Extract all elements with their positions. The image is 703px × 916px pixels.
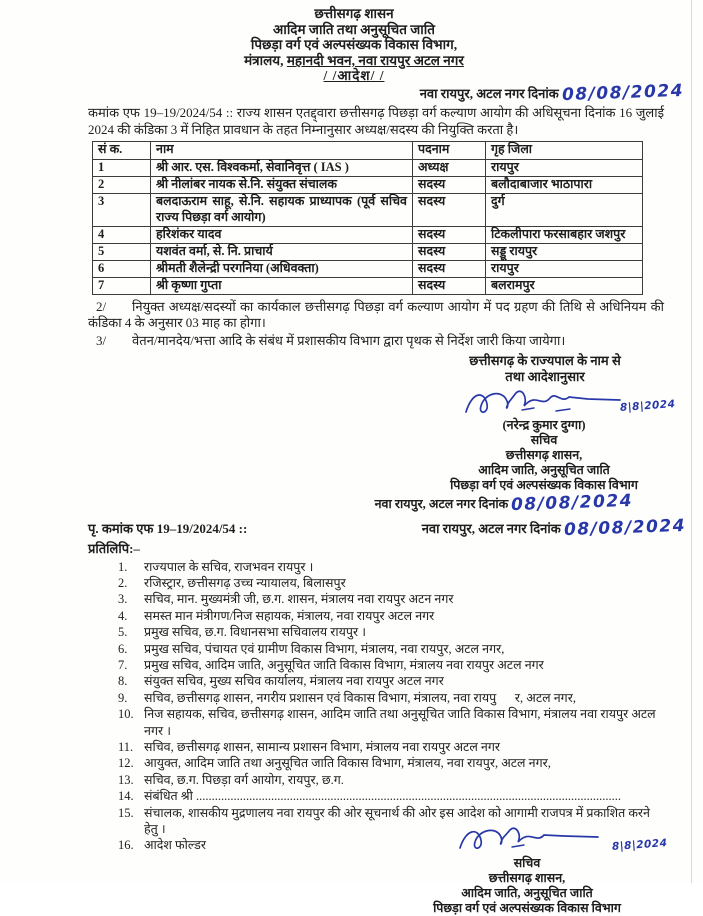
table-cell: 5 [93,243,151,260]
table-cell: सदस्य [413,260,486,277]
table-cell: 7 [93,277,151,294]
signatory-title: सचिव [530,432,558,447]
table-cell: श्री नीलांबर नायक से.नि. संयुक्त संचालक [151,177,413,194]
list-item-number: 13. [118,772,134,787]
list-item-number: 9. [118,690,128,705]
by-order-block [420,353,670,386]
handwritten-date: 08/08/2024 [561,80,685,106]
table-cell: सदस्य [413,243,486,260]
place-date-label: नवा रायपुर, अटल नगर दिनांक [419,85,559,101]
clause-number: 3/ [96,332,107,348]
column-header-name: नाम [151,142,413,160]
signature-block-2 [372,824,682,916]
table-row [93,243,643,260]
list-item-text: राज्यपाल के सचिव, राजभवन रायपुर । [144,559,314,574]
list-item-text: निज सहायक, सचिव, छत्तीसगढ़ शासन, आदिम जाति तथा अनुसूचित जाति विकास विभाग, मंत्रालय नवा रायपुर अटल नगर । [144,707,656,738]
list-item-text: प्रमुख सचिव, पंचायत एवं ग्रामीण विकास विभाग, मंत्रालय, नवा रायपुर, अटल नगर, [144,641,505,656]
handwritten-date: 08/08/2024 [563,515,687,540]
list-item [118,739,664,755]
list-item-text: प्रमुख सचिव, आदिम जाति, अनुसूचित जाति विकास विभाग, मंत्रालय नवा रायपुर अटल नगर [144,657,544,672]
table-cell: सदस्य [413,177,486,194]
table-cell: सदस्य [413,226,486,243]
table-cell: श्रीमती शैलेन्द्री परगनिया (अधिवक्ता) [151,260,413,277]
clause-number: 2/ [96,298,107,314]
signatory-title: सचिव [513,855,541,870]
document-content [88,6,687,916]
list-item-number: 7. [118,657,128,672]
signatory-dept-2: आदिम जाति, अनुसूचित जाति [461,885,593,900]
list-item-text: सचिव, छत्तीसगढ़ शासन, नगरीय प्रशासन एवं विकास विभाग, मंत्रालय, नवा रायपु र, अटल नगर, [144,690,576,705]
signature-area [372,824,682,856]
signatory-dept-2: आदिम जाति, अनुसूचित जाति [478,462,610,477]
table-cell: हरिशंकर यादव [151,226,413,243]
list-item [118,706,664,739]
govt-name: छत्तीसगढ़ शासन [314,6,394,21]
table-cell: बलदाऊराम साहू, से.नि. सहायक प्राध्यापक (पूर्व सचिव राज्य पिछड़ा वर्ग आयोग) [151,194,413,227]
list-item [118,624,664,640]
list-item-text: संयुक्त सचिव, मुख्य सचिव कार्यालय, मंत्रालय नवा रायपुर अटल नगर [144,674,444,689]
list-item-number: 4. [118,608,128,623]
table-cell: यशवंत वर्मा, से. नि. प्राचार्य [151,243,413,260]
top-place-date [88,80,685,106]
address-underlined: महानदी भवन, नवा रायपुर अटल नगर [286,52,464,68]
table-cell: 1 [93,160,151,177]
clause-text: नियुक्त अध्यक्ष/सदस्यों का कार्यकाल छत्तीसगढ़ पिछड़ा वर्ग कल्याण आयोग में पद ग्रहण की तिथि से अधिनियम की कंडिका 4 के अनुसार 03 माह का होगा। [88,298,664,331]
order-paragraph-1: कमांक एफ 19–19/2024/54 :: राज्य शासन एतद्द्वारा छत्तीसगढ़ पिछड़ा वर्ग कल्याण आयोग की अधिसूचना दिनांक 16 जुलाई 2024 की कंडिका 3 में निहित प्रावधान के तहत निम्नानुसार अध्यक्ष/सदस्य की नियुक्ति करता है। [88,104,664,137]
place-date-label: नवा रायपुर, अटल नगर दिनांक [421,520,561,536]
list-item-number: 8. [118,674,128,689]
table-cell: श्री कृष्णा गुप्ता [151,277,413,294]
signature-area [394,386,694,418]
list-item-text: सचिव, मान. मुख्यमंत्री जी, छ.ग. शासन, मंत्रालय नवा रायपुर अटन नगर [144,592,454,607]
by-order-line-1: छत्तीसगढ़ के राज्यपाल के नाम से [469,352,621,368]
table-row [93,226,643,243]
department-line-1: आदिम जाति तथा अनुसूचित जाति [273,21,435,37]
signatory-dept-3: पिछड़ा वर्ग एवं अल्पसंख्यक विकास विभाग [450,477,638,492]
order-clause-2 [88,299,664,332]
table-row [93,177,643,194]
table-cell: सदस्य [413,194,486,227]
signature-small-date: 8|8|2024 [612,836,669,853]
table-row [93,260,643,277]
table-cell: 2 [93,177,151,194]
list-item [118,788,664,804]
table-cell: अध्यक्ष [413,160,486,177]
list-item [118,755,664,771]
list-item-number: 3. [118,592,128,607]
signatory-dept-1: छत्तीसगढ़ शासन, [505,447,583,462]
list-item-number: 12. [118,756,134,771]
clause-text: वेतन/मानदेय/भत्ता आदि के संबंध में प्रशासकीय विभाग द्वारा पृथक से निर्देश जारी किया जायेगा। [132,332,566,348]
copies-list [118,559,664,854]
list-item [118,641,664,657]
signatory-dept-1: छत्तीसगढ़ शासन, [488,870,566,885]
table-header-row [93,142,643,160]
copies-label: प्रतिलिपि:– [88,540,140,556]
list-item-text: आयुक्त, आदिम जाति तथा अनुसूचित जाति विकास विभाग, मंत्रालय, नवा रायपुर, अटल नगर, [144,756,551,771]
signatory-dept-3: पिछड़ा वर्ग एवं अल्पसंख्यक विकास विभाग [433,900,621,915]
list-item-text: संबंधित श्री ........................................................................................................................................ [144,789,621,804]
table-cell: रायपुर [486,260,643,277]
signatory-name: (नरेन्द्र कुमार दुग्गा) [502,417,586,432]
endorsement-line [88,515,687,540]
list-item-text: प्रमुख सचिव, छ.ग. विधानसभा सचिवालय रायपुर । [144,625,366,640]
order-clause-3 [88,333,664,350]
table-cell: 6 [93,260,151,277]
table-row [93,194,643,227]
list-item-number: 6. [118,641,128,656]
table-cell: सदस्य [413,277,486,294]
list-item-number: 1. [118,559,128,574]
table-cell: रायपुर [486,160,643,177]
letterhead [88,6,620,84]
table-cell: टिकलीपारा फरसाबहार जशपुर [486,226,643,243]
table-cell: 4 [93,226,151,243]
list-item-number: 15. [118,805,134,820]
appointments-table [92,141,643,295]
endorsement-place-date [421,515,687,540]
table-cell: बलरामपुर [486,277,643,294]
list-item-text: संचालक, शासकीय मुद्रणालय नवा रायपुर की ओर सूचनार्थ की ओर इस आदेश को आगामी राजपत्र में प्रकाशित करने हेतु । [144,805,650,837]
address-line [88,53,620,69]
list-item-number: 16. [118,838,134,853]
by-order-line-2: तथा आदेशानुसार [505,369,585,385]
endorsement-ref: पृ. कमांक एफ 19–19/2024/54 :: [88,520,248,536]
list-item-number: 11. [118,740,134,754]
list-item [118,772,664,788]
column-header-serial: सं क. [93,142,151,160]
order-heading: / /आदेश/ / [323,68,385,84]
list-item-number: 10. [118,707,134,722]
list-item-number: 5. [118,625,128,640]
table-row [93,277,643,294]
column-header-home-district: गृह जिला [486,142,643,160]
list-item-text: आदेश फोल्डर [144,838,206,853]
handwritten-date: 08/08/2024 [511,490,634,515]
list-item [118,608,664,624]
list-item [118,690,664,706]
appointments-table-body [93,160,643,295]
list-item [118,559,664,575]
table-row [93,160,643,177]
signature-scribble-icon [452,824,602,854]
list-item-number: 2. [118,575,128,590]
signature-block-1 [374,386,694,515]
signature-scribble-icon [460,386,628,418]
list-item-text: रजिस्ट्रार, छत्तीसगढ़ उच्च न्यायालय, बिलासपुर [144,575,346,590]
signature-place-date [314,490,694,515]
table-cell: श्री आर. एस. विश्वकर्मा, सेवानिवृत्त ( IAS ) [151,160,413,177]
department-line-2: पिछड़ा वर्ग एवं अल्पसंख्यक विकास विभाग, [250,37,458,53]
table-cell: सड्डू रायपुर [486,243,643,260]
list-item [118,591,664,607]
list-item-text: समस्त मान मंत्रीगण/निज सहायक, मंत्रालय, नवा रायपुर अटल नगर [144,608,435,623]
address-prefix: मंत्रालय, [244,52,287,68]
signature-small-date: 8|8|2024 [620,397,677,414]
list-item-number: 14. [118,789,134,804]
list-item [118,657,664,673]
place-date-label: नवा रायपुर, अटल नगर दिनांक [374,496,509,511]
list-item-text: सचिव, छत्तीसगढ़ शासन, सामान्य प्रशासन विभाग, मंत्रालय नवा रायपुर अटल नगर [144,740,501,754]
table-cell: 3 [93,194,151,227]
list-item-text: सचिव, छ.ग. पिछड़ा वर्ग आयोग, रायपुर, छ.ग. [144,772,344,787]
table-cell: दुर्ग [486,194,643,227]
list-item [118,673,664,689]
table-cell: बलौदाबाजार भाठापारा [486,177,643,194]
column-header-designation: पदनाम [413,142,486,160]
list-item [118,575,664,591]
